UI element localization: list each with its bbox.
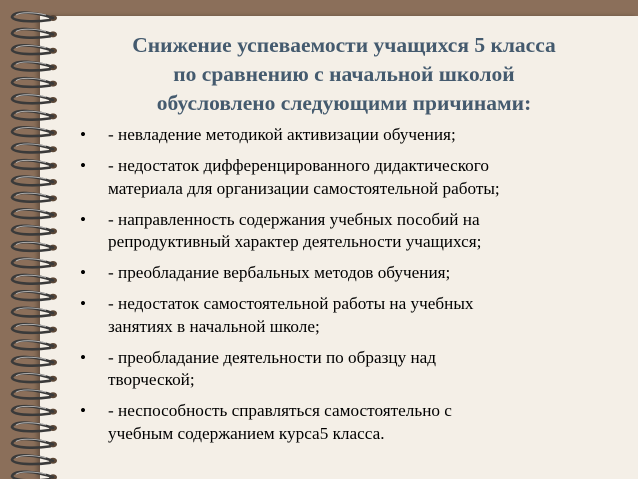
list-item xyxy=(80,124,620,147)
title-line-3: обусловлено следующими причинами: xyxy=(156,91,532,115)
binding-ring xyxy=(12,308,57,317)
binding-ring xyxy=(12,242,57,251)
binding-ring xyxy=(12,209,57,218)
binding-ring xyxy=(12,423,57,432)
binding-ring xyxy=(12,13,57,22)
binding-ring xyxy=(12,455,57,464)
list-item-line-1: - преобладание деятельности по образцу над xyxy=(108,347,437,367)
bullet-icon: • xyxy=(80,294,87,313)
binding-ring xyxy=(12,177,57,186)
binding-ring xyxy=(12,78,57,87)
binding-ring xyxy=(12,373,57,382)
binding-ring xyxy=(12,324,57,333)
bullet-icon: • xyxy=(80,401,87,420)
spiral-binding xyxy=(6,0,66,479)
list-item xyxy=(80,262,620,285)
binding-ring xyxy=(12,127,57,136)
list-item-line-2: творческой; xyxy=(108,370,195,389)
list-item xyxy=(80,209,620,254)
page-title xyxy=(70,31,618,118)
binding-ring xyxy=(12,29,57,38)
binding-ring xyxy=(12,193,57,202)
list-item-line-2: материала для организации самостоятельной работы; xyxy=(108,178,500,198)
binding-ring xyxy=(12,291,57,300)
binding-ring xyxy=(12,259,57,268)
title-line-1: Снижение успеваемости учащихся 5 класса xyxy=(132,33,556,57)
bullet-icon: • xyxy=(80,209,87,229)
binding-ring xyxy=(12,111,57,120)
binding-ring xyxy=(12,390,57,399)
list-item-line-1: - невладение методикой активизации обучения; xyxy=(108,125,456,144)
bullet-icon: • xyxy=(80,156,87,175)
binding-ring xyxy=(12,95,57,104)
binding-ring xyxy=(12,45,57,54)
binding-ring xyxy=(12,62,57,71)
bullet-icon: • xyxy=(80,347,87,367)
list-item xyxy=(80,155,620,200)
list-item xyxy=(80,293,620,338)
binding-ring xyxy=(12,439,57,448)
list-item xyxy=(80,347,620,392)
reasons-list xyxy=(80,124,620,454)
binding-ring xyxy=(12,357,57,366)
list-item-line-1: - преобладание вербальных методов обучения; xyxy=(108,263,451,282)
bullet-icon: • xyxy=(80,263,87,282)
bullet-icon: • xyxy=(80,125,87,144)
binding-ring xyxy=(12,275,57,284)
list-item xyxy=(80,400,620,445)
list-item-line-1: - недостаток самостоятельной работы на учебных xyxy=(108,294,474,313)
binding-ring xyxy=(12,144,57,153)
list-item-line-2: занятиях в начальной школе; xyxy=(108,316,320,336)
list-item-line-1: - неспособность справляться самостоятельно с xyxy=(108,401,452,420)
binding-ring xyxy=(12,226,57,235)
binding-ring xyxy=(12,341,57,350)
binding-ring xyxy=(12,472,57,479)
list-item-line-1: - недостаток дифференцированного дидактического xyxy=(108,156,489,175)
list-item-line-2: репродуктивный характер деятельности учащихся; xyxy=(108,232,482,251)
binding-ring xyxy=(12,406,57,415)
list-item-line-2: учебным содержанием курса5 класса. xyxy=(108,423,385,443)
binding-ring xyxy=(12,160,57,169)
list-item-line-1: - направленность содержания учебных пособий на xyxy=(108,209,480,229)
title-line-2: по сравнению с начальной школой xyxy=(173,62,515,86)
